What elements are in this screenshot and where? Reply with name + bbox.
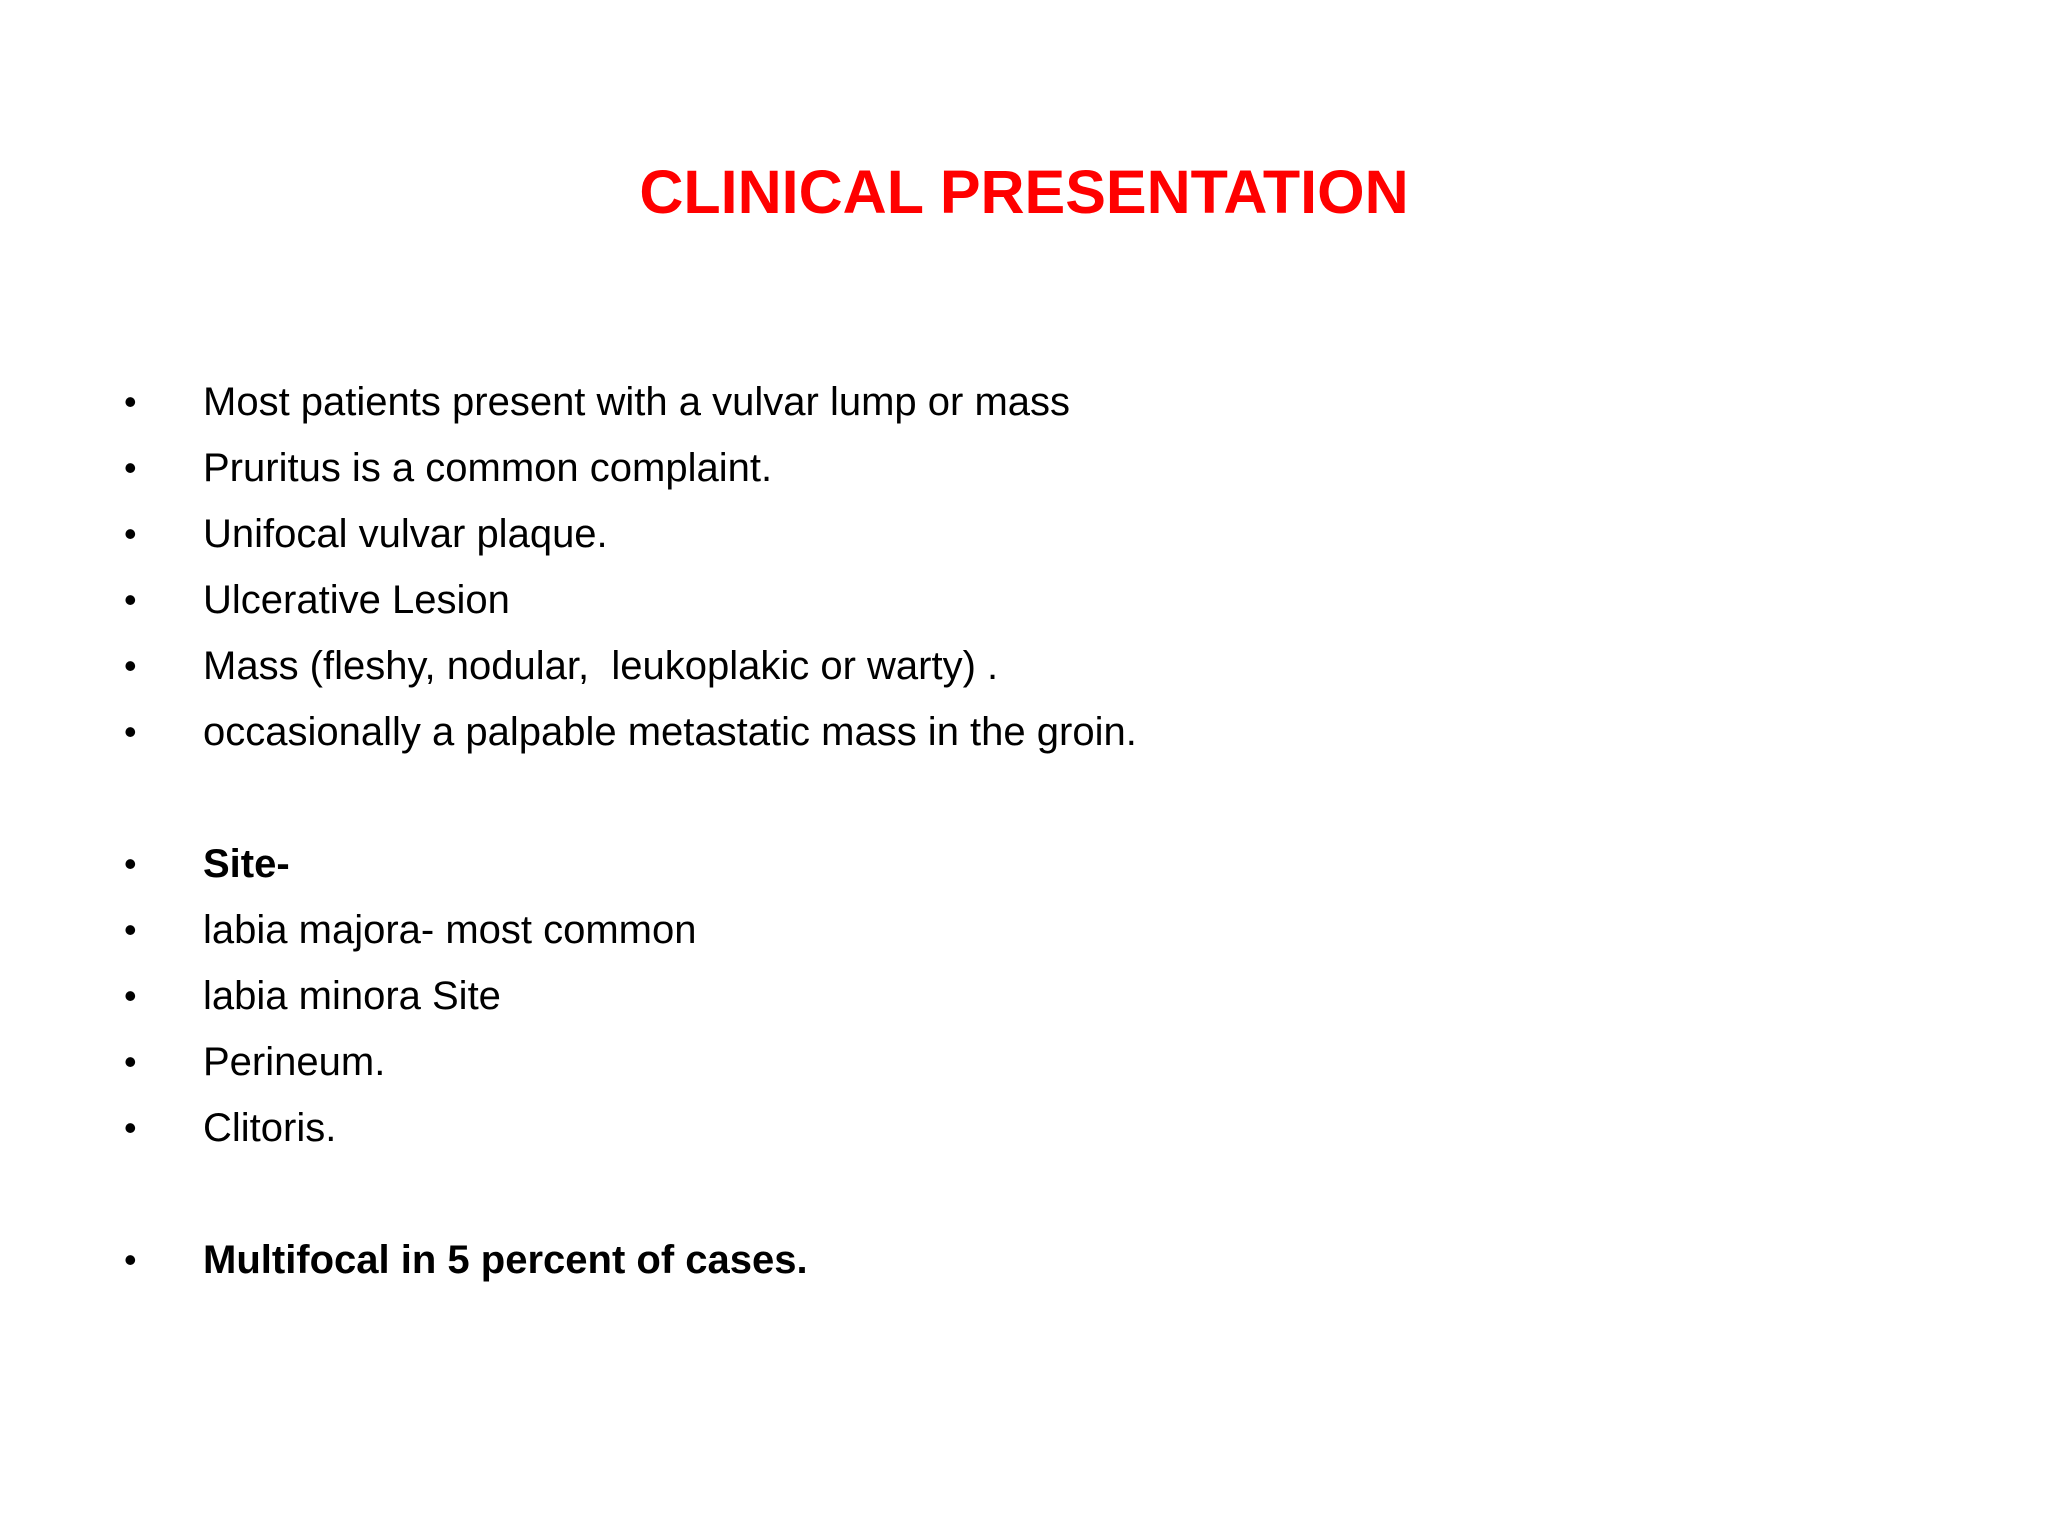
bullet-icon: •: [124, 711, 137, 752]
bullet-item: [0, 567, 1900, 633]
bullet-item: [0, 1227, 1900, 1293]
bullet-icon: •: [124, 1107, 137, 1148]
bullet-item: [0, 1095, 1900, 1161]
bullet-text-multifocal: Multifocal in 5 percent of cases.: [203, 1238, 808, 1282]
bullet-text: Clitoris.: [203, 1106, 337, 1150]
bullet-item: [0, 369, 1900, 435]
bullet-text: Ulcerative Lesion: [203, 578, 510, 622]
bullet-item: [0, 699, 1900, 765]
bullet-item: [0, 897, 1900, 963]
bullet-text: labia minora Site: [203, 974, 501, 1018]
bullet-item: [0, 963, 1900, 1029]
bullet-icon: •: [124, 975, 137, 1016]
bullet-text-site-heading: Site-: [203, 842, 290, 886]
slide-title: CLINICAL PRESENTATION: [639, 158, 1409, 226]
bullet-item: [0, 1029, 1900, 1095]
bullet-item: [0, 435, 1900, 501]
bullet-text: Unifocal vulvar plaque.: [203, 512, 608, 556]
bullet-item: [0, 501, 1900, 567]
bullet-text: labia majora- most common: [203, 908, 697, 952]
bullet-icon: •: [124, 579, 137, 620]
bullet-icon: •: [124, 909, 137, 950]
bullet-icon: •: [124, 645, 137, 686]
bullet-icon: •: [124, 843, 137, 884]
bullet-text: occasionally a palpable metastatic mass in the groin.: [203, 710, 1137, 754]
bullet-item: [0, 633, 1900, 699]
bullet-icon: •: [124, 381, 137, 422]
bullet-text: Pruritus is a common complaint.: [203, 446, 773, 490]
bullet-text: Mass (fleshy, nodular, leukoplakic or warty) .: [203, 644, 999, 688]
bullet-icon: •: [124, 1041, 137, 1082]
bullet-icon: •: [124, 1239, 137, 1280]
bullet-text: Perineum.: [203, 1040, 386, 1084]
bullet-icon: •: [124, 513, 137, 554]
bullet-icon: •: [124, 447, 137, 488]
bullet-item: [0, 831, 1900, 897]
bullet-text: Most patients present with a vulvar lump or mass: [203, 380, 1071, 424]
